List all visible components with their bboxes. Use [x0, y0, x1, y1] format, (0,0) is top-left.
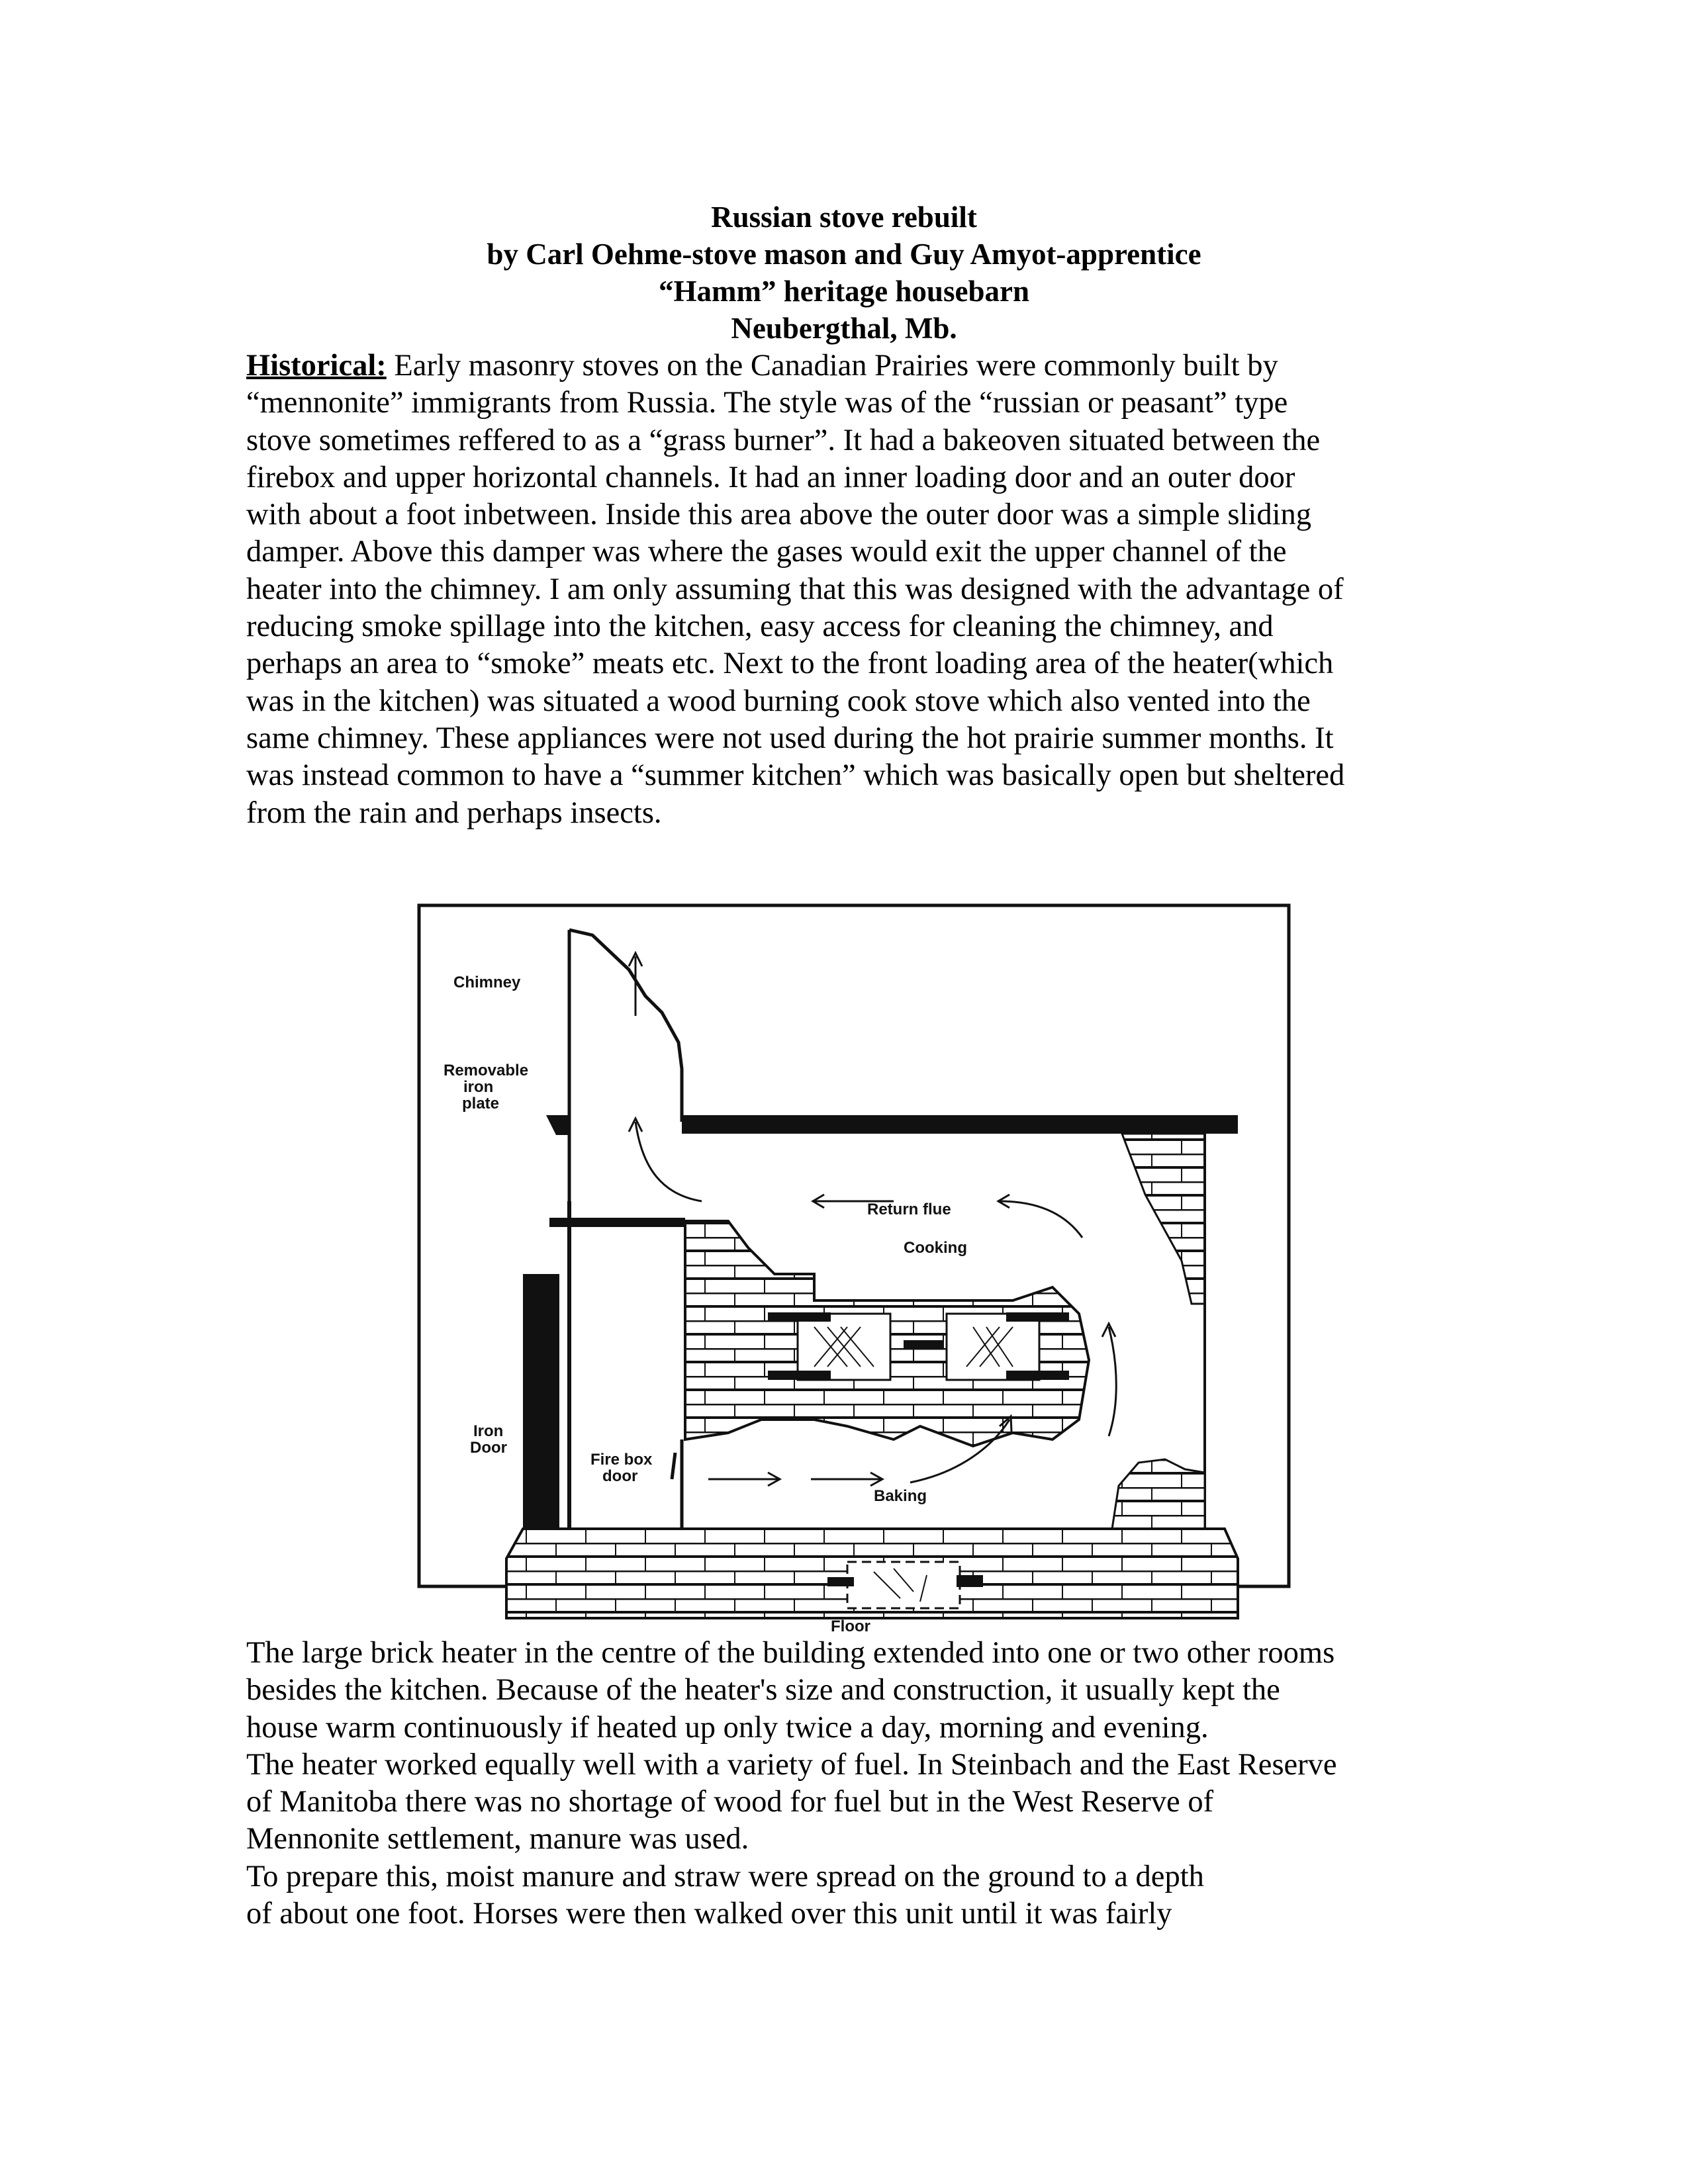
firebox-door — [672, 1439, 682, 1529]
paragraph-line: The large brick heater in the centre of the building extended into one or two other rooms — [246, 1636, 1335, 1670]
paragraph-line: from the rain and perhaps insects. — [246, 796, 662, 830]
historical-label: Historical: — [246, 349, 387, 383]
lower-right-bricks — [1112, 1459, 1205, 1529]
historical-paragraph — [246, 347, 1451, 832]
paragraph-line: Mennonite settlement, manure was used. — [246, 1822, 749, 1856]
paragraph-line: heater into the chimney. I am only assuming that this was designed with the advantage of — [246, 572, 1344, 606]
paragraph-line: To prepare this, moist manure and straw were spread on the ground to a depth — [246, 1859, 1204, 1893]
iron-door — [523, 1274, 559, 1529]
paragraph-line: reducing smoke spillage into the kitchen, easy access for cleaning the chimney, and — [246, 610, 1274, 644]
label-chimney: Chimney — [453, 974, 521, 991]
document-byline: by Carl Oehme-stove mason and Guy Amyot-apprentice — [487, 238, 1201, 271]
label-removable: Removable — [444, 1062, 529, 1079]
paragraph-line: firebox and upper horizontal channels. It had an inner loading door and an outer door — [246, 460, 1295, 494]
document-subtitle: “Hamm” heritage housebarn — [659, 275, 1029, 308]
arrow-return-curve — [1000, 1201, 1082, 1238]
paragraph-line: same chimney. These appliances were not used during the hot prairie summer months. It — [246, 721, 1334, 755]
paragraph-line: damper. Above this damper was where the gases would exit the upper channel of the — [246, 535, 1287, 569]
paragraph-line: besides the kitchen. Because of the heater's size and construction, it usually kept the — [246, 1673, 1280, 1707]
stove-diagram — [417, 903, 1291, 1635]
paragraph-line: perhaps an area to “smoke” meats etc. Next to the front loading area of the heater(which — [246, 647, 1334, 681]
paragraph-line: house warm continuously if heated up only twice a day, morning and evening. — [246, 1710, 1209, 1745]
right-wall-bricks — [1122, 1134, 1205, 1304]
paragraph-line — [246, 347, 1451, 385]
ash-pit-opening — [827, 1562, 983, 1608]
paragraph-line: The heater worked equally well with a variety of fuel. In Steinbach and the East Reserve — [246, 1747, 1337, 1782]
line-text: Early masonry stoves on the Canadian Prairies were commonly built by — [386, 349, 1278, 383]
body-paragraph — [246, 1635, 1451, 1933]
paragraph-line: of Manitoba there was no shortage of wood for fuel but in the West Reserve of — [246, 1785, 1214, 1819]
paragraph-line: “mennonite” immigrants from Russia. The style was of the “russian or peasant” type — [246, 386, 1288, 420]
label-baking: Baking — [874, 1487, 927, 1505]
paragraph-line: of about one foot. Horses were then walked over this unit until it was fairly — [246, 1897, 1172, 1931]
label-iron-door-2: Door — [470, 1439, 507, 1457]
label-return-flue: Return flue — [867, 1201, 951, 1218]
document-title: Russian stove rebuilt — [711, 201, 977, 234]
label-iron: iron — [463, 1078, 494, 1096]
stove-diagram-svg — [417, 903, 1291, 1635]
paragraph-line: was in the kitchen) was situated a wood burning cook stove which also vented into the — [246, 684, 1311, 718]
label-firebox-2: door — [602, 1467, 638, 1485]
label-plate: plate — [462, 1095, 500, 1113]
document-header — [0, 199, 1688, 347]
document-location: Neubergthal, Mb. — [731, 312, 957, 345]
label-floor: Floor — [831, 1617, 870, 1635]
label-iron-door-1: Iron — [473, 1422, 504, 1440]
paragraph-line: was instead common to have a “summer kitchen” which was basically open but sheltered — [246, 758, 1345, 793]
paragraph-line: stove sometimes reffered to as a “grass burner”. It had a bakeoven situated between the — [246, 423, 1321, 457]
label-firebox-1: Fire box — [590, 1451, 653, 1469]
paragraph-line: with about a foot inbetween. Inside this area above the outer door was a simple sliding — [246, 498, 1311, 532]
arrow-rising-right — [1109, 1327, 1116, 1436]
label-cooking: Cooking — [904, 1239, 967, 1257]
